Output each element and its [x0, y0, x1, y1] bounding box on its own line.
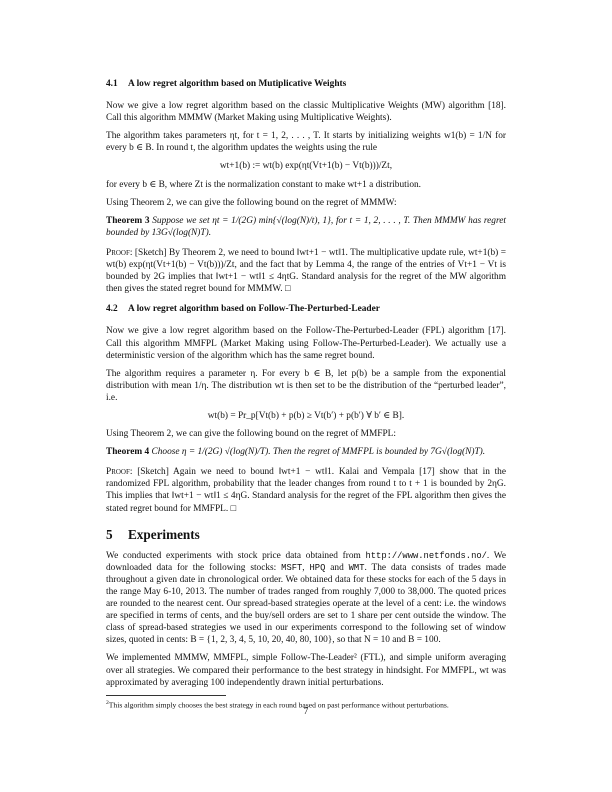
- subsection-number: 4.2: [106, 304, 118, 315]
- proof-text: [Sketch] Again we need to bound ‖wt+1 − wt‖1. Kalai and Vempala [17] show that in the randomized FPL algorithm, probability that the leader changes from round t to t + 1 is bounded by 2ηG. This implies that ‖wt+1 − wt‖1 ≤ 4ηG. Standard analysis for the regret of the FPL algorithm then gives the stated regret bound for MMFPL. □: [106, 467, 506, 514]
- theorem: [106, 446, 506, 458]
- paragraph: The algorithm requires a parameter η. For every b ∈ B, let p(b) be a sample from the exponential distribution with mean 1/η. The distribution wt is then set to be the distribution of the “perturbed leader”, i.e.: [106, 368, 506, 403]
- text-span: . We downloaded data for the following stocks:: [106, 550, 506, 573]
- page-number: 7: [303, 707, 309, 717]
- proof-label: Proof:: [106, 247, 133, 258]
- paragraph: Now we give a low regret algorithm based on the Follow-The-Perturbed-Leader (FPL) algorithm [17]. Call this algorithm MMFPL (Market Making using Follow-The-Perturbed-Leader). We actually use a deterministic version of the algorithm which has the same regret bound.: [106, 326, 506, 361]
- theorem: [106, 215, 506, 239]
- proof: [106, 247, 506, 295]
- proof-text: [Sketch] By Theorem 2, we need to bound ‖wt+1 − wt‖1. The multiplicative update rule, wt+1(b) = wt(b) exp(ηt(Vt+1(b) − Vt(b)))/Zt, and the fact that by Lemma 4, the range of the entries of Vt+1 − Vt is bounded by 2G implies that ‖wt+1 − wt‖1 ≤ 4ηtG. Standard analysis for the regret of the MW algorithm then gives the stated regret bound for MMMW. □: [106, 247, 506, 295]
- theorem-label: Theorem 3: [106, 215, 150, 226]
- section-title: Experiments: [128, 526, 200, 542]
- proof: [106, 466, 506, 514]
- ticker-symbol: WMT: [348, 562, 365, 573]
- section-heading: [106, 526, 506, 542]
- text-span: We conducted experiments with stock price data obtained from: [106, 550, 361, 561]
- paragraph: We conducted experiments with stock price data obtained from http://www.netfonds.no/. We downloaded data for the following stocks: MSFT, HPQ and WMT. The data consists of trades made throughout a given date in chronological order. We obtained data for these stocks for each of the 5 days in the range May 6-10, 2013. The number of trades ranged from roughly 7,000 to 38,000. The quoted prices are rounded to the nearest cent. Our spread-based strategies operate at the level of a cent: i.e. the windows are specified in terms of cents, and the buy/sell orders are set to 1 share per cent outside the window. The class of spread-based strategies we used in our experiments correspond to the following set of window sizes, quoted in cents: B = {1, 2, 3, 4, 5, 10, 20, 40, 80, 100}, so that N = 10 and B = 100.: [106, 550, 507, 646]
- display-equation: wt+1(b) := wt(b) exp(ηt(Vt+1(b) − Vt(b)))/Zt,: [219, 161, 393, 172]
- paragraph: Now we give a low regret algorithm based on the classic Multiplicative Weights (MW) algorithm [18]. Call this algorithm MMMW (Market Making using Multiplicative Weights).: [106, 101, 506, 124]
- subsection-title: A low regret algorithm based on Mutiplicative Weights: [128, 79, 347, 89]
- paragraph: for every b ∈ B, where Zt is the normalization constant to make wt+1 a distribution.: [106, 179, 422, 190]
- ticker-symbol: HPQ: [309, 562, 326, 573]
- paragraph: Using Theorem 2, we can give the following bound on the regret of MMFPL:: [106, 429, 396, 440]
- section-number: 5: [106, 526, 113, 542]
- paragraph: Using Theorem 2, we can give the following bound on the regret of MMMW:: [106, 197, 397, 208]
- subsection-heading: [106, 303, 506, 315]
- text-span: . The data consists of trades made throughout a given date in chronological order. We obtained data for these stocks for each of the 5 days in the range May 6-10, 2013. The number of trades ranged from roughly 7,000 to 38,000. The quoted prices are rounded to the nearest cent. Our spread-based strategies operate at the level of a cent: i.e. the windows are specified in terms of cents, and the buy/sell orders are set to 1 share per cent outside the window. The class of spread-based strategies we used in our experiments correspond to the following set of window sizes, quoted in cents: B = {1, 2, 3, 4, 5, 10, 20, 40, 80, 100}, so that N = 10 and B = 100.: [106, 562, 507, 646]
- theorem-label: Theorem 4: [106, 447, 150, 458]
- footnote-text: This algorithm simply chooses the best strategy in each round based on past performance without perturbations.: [108, 700, 449, 710]
- paragraph: We implemented MMMW, MMFPL, simple Follow-The-Leader² (FTL), and simple uniform averaging over all strategies. We compared their performance to the best strategy in hindsight. For MMFPL, wt was approximated by averaging 100 independently drawn initial perturbations.: [106, 653, 506, 688]
- data-source-url: http://www.netfonds.no/: [365, 550, 487, 561]
- subsection-heading: [106, 78, 506, 90]
- subsection-title: A low regret algorithm based on Follow-The-Perturbed-Leader: [128, 304, 380, 315]
- subsection-number: 4.1: [106, 79, 118, 89]
- theorem-text: Suppose we set ηt = 1/(2G) min{√(log(N)/t), 1}, for t = 1, 2, . . . , T. Then MMMW has regret bounded by 13G√(log(N)T).: [106, 215, 506, 238]
- proof-label: Proof:: [106, 467, 133, 478]
- footnote-rule: [106, 695, 226, 696]
- ticker-symbol: MSFT: [281, 562, 303, 573]
- theorem-text: Choose η = 1/(2G) √(log(N)/T). Then the regret of MMFPL is bounded by 7G√(log(N)T).: [151, 447, 486, 458]
- footnote-mark: 2: [106, 699, 109, 706]
- display-equation: wt(b) = Pr_p[Vt(b) + p(b) ≥ Vt(b′) + p(b′) ∀ b′ ∈ B].: [207, 410, 405, 421]
- paper-page: [106, 78, 506, 710]
- paragraph: The algorithm takes parameters ηt, for t = 1, 2, . . . , T. It starts by initializing weights w1(b) = 1/N for every b ∈ B. In round t, the algorithm updates the weights using the rule: [106, 131, 506, 154]
